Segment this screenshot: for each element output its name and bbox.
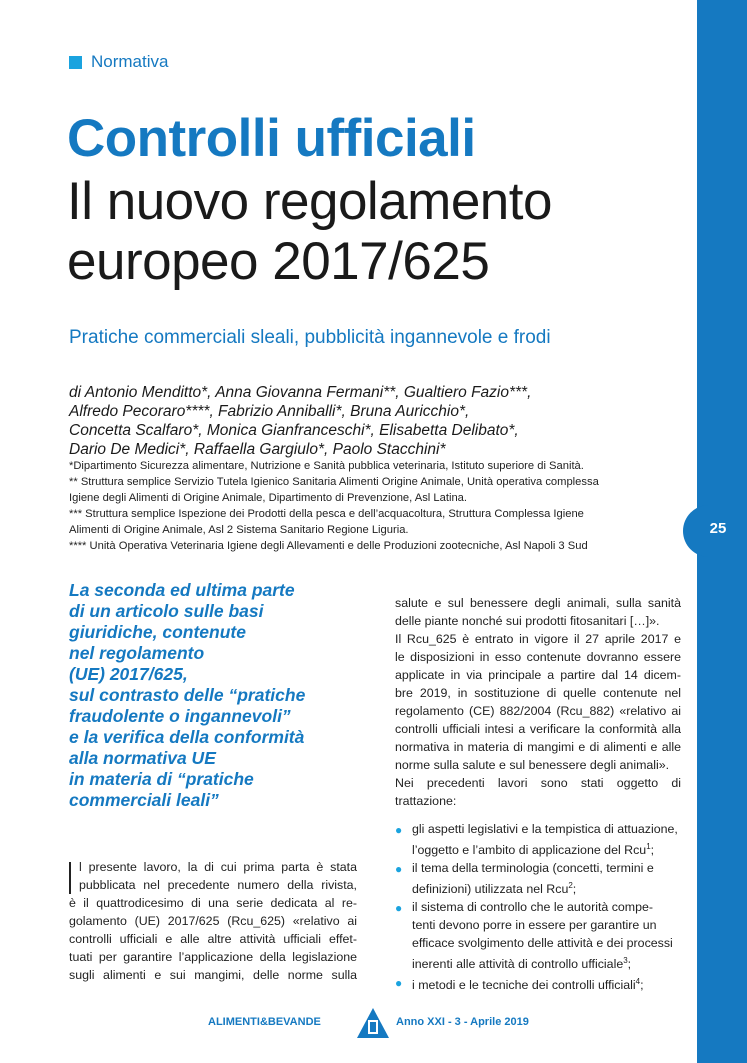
bullet-line: inerenti alle attività di controllo ufficiale <box>412 957 624 972</box>
body-line: delle piante nonché sui prodotti fitosanitari […]». <box>395 614 660 628</box>
lead-line: giuridiche, contenute <box>69 622 246 642</box>
bullet-end: ; <box>650 843 655 858</box>
bullet-line: tenti devono porre in essere per garantire un <box>412 918 657 933</box>
bullet-dot-icon: ● <box>395 862 403 877</box>
square-bullet-icon <box>69 56 82 69</box>
bullet-line: gli aspetti legislativi e la tempistica di attuazione, <box>412 822 678 836</box>
body-line: le disposizioni in esso contenute dovranno essere <box>395 650 681 664</box>
lead-line: di un articolo sulle basi <box>69 601 264 621</box>
body-line: salute e sul benessere degli animali, sulla sanità <box>395 596 681 610</box>
lead-paragraph <box>69 580 369 811</box>
section-tag <box>69 52 168 72</box>
footnote-ref: 2 <box>568 881 573 891</box>
list-item <box>395 973 681 994</box>
bullet-end: ; <box>640 978 644 993</box>
author-line: Dario De Medici*, Raffaella Gargiulo*, Paolo Stacchini* <box>69 441 446 458</box>
lead-line: La seconda ed ultima parte <box>69 580 295 600</box>
body-line: Nei precedenti lavori sono stati oggetto di <box>395 776 681 790</box>
body-line: sugli alimenti e sui mangimi, delle norme sulla <box>69 968 357 982</box>
article-title: Controlli ufficiali <box>67 109 476 168</box>
footnote-ref: 3 <box>623 956 628 966</box>
title-line: Il nuovo regolamento <box>67 172 552 231</box>
lead-line: nel regolamento <box>69 643 205 663</box>
body-line: l presente lavoro, la di cui prima parta è stata <box>79 860 357 874</box>
lead-line: in materia di “pratiche <box>69 769 254 789</box>
body-line: bre 2019, in sostituzione di quelle contenute nel <box>395 686 681 700</box>
body-line: è il quattrodicesimo di una serie dedicata al re- <box>69 896 357 910</box>
footer-brand: ALIMENTI&BEVANDE <box>208 1016 321 1028</box>
affiliation-line: *** Struttura semplice Ispezione dei Prodotti della pesca e dell’acquacoltura, Struttura Complessa Igiene <box>69 508 584 520</box>
footnote-ref: 1 <box>646 842 651 851</box>
bullet-dot-icon: ● <box>395 901 403 916</box>
body-column-left <box>69 858 357 984</box>
list-item <box>395 859 681 898</box>
affiliation-line: Igiene degli Alimenti di Origine Animale, Dipartimento di Prevenzione, Asl Latina. <box>69 492 467 504</box>
bullet-line: il sistema di controllo che le autorità compe- <box>412 900 654 915</box>
bullet-end: ; <box>627 957 632 972</box>
body-line: normativa in materia di mangimi e di alimenti e alle <box>395 740 681 754</box>
affiliation-line: *Dipartimento Sicurezza alimentare, Nutrizione e Sanità pubblica veterinaria, Istituto superiore di Sanità. <box>69 460 584 472</box>
body-line: controlli ufficiali intesi a verificare la conformità alla <box>395 722 681 736</box>
article-subtitle-title <box>67 172 552 292</box>
footnote-ref: 4 <box>635 977 641 987</box>
lead-line: alla normativa UE <box>69 748 216 768</box>
bullet-line: definizioni) utilizzata nel Rcu <box>412 882 569 897</box>
list-item <box>395 820 681 859</box>
bullet-dot-icon: ● <box>395 823 403 837</box>
body-line: tuati per garantire l’applicazione della legislazione <box>69 950 357 964</box>
affiliation-list <box>69 458 689 554</box>
author-line: Alfredo Pecoraro****, Fabrizio Anniballi*, Bruna Auricchio*, <box>69 403 470 420</box>
bullet-dot-icon: ● <box>395 976 403 991</box>
section-label: Normativa <box>91 52 169 71</box>
body-line: golamento (UE) 2017/625 (Rcu_625) «relativo ai <box>69 914 357 928</box>
lead-line: e la verifica della conformità <box>69 727 305 747</box>
body-line: controlli ufficiali e alle altre attività ufficiali effet- <box>69 932 357 946</box>
affiliation-line: ** Struttura semplice Servizio Tutela Igienico Sanitaria Alimenti Origine Animale, Unità operativa complessa <box>69 476 599 488</box>
magazine-logo-icon <box>357 1008 389 1038</box>
body-line: trattazione: <box>395 794 457 808</box>
body-column-right <box>395 594 681 810</box>
body-line: regolamento (CE) 882/2004 (Rcu_882) «relativo ai <box>395 704 681 718</box>
bullet-line: l’oggetto e l’ambito di applicazione del Rcu <box>412 843 647 858</box>
list-item <box>395 898 681 973</box>
body-line: applicate in via principale a partire dal 14 dicem- <box>395 668 681 682</box>
author-line: di Antonio Menditto*, Anna Giovanna Fermani**, Gualtiero Fazio***, <box>69 384 532 401</box>
bullet-end: ; <box>572 882 577 897</box>
bullet-line: il tema della terminologia (concetti, termini e <box>412 861 654 876</box>
footer-issue: Anno XXI - 3 - Aprile 2019 <box>396 1016 529 1028</box>
bullet-list <box>395 820 681 995</box>
body-line: pubblicata nel precedente numero della rivista, <box>79 878 357 892</box>
article-subtitle: Pratiche commerciali sleali, pubblicità ingannevole e frodi <box>69 327 551 348</box>
lead-line: sul contrasto delle “pratiche <box>69 685 306 705</box>
author-line: Concetta Scalfaro*, Monica Gianfranceschi*, Elisabetta Delibato*, <box>69 422 519 439</box>
bullet-line: i metodi e le tecniche dei controlli ufficiali <box>412 978 636 993</box>
lead-line: commerciali leali” <box>69 790 219 810</box>
title-line: europeo 2017/625 <box>67 232 490 291</box>
body-line: Il Rcu_625 è entrato in vigore il 27 aprile 2017 e <box>395 632 681 646</box>
lead-line: (UE) 2017/625, <box>69 664 188 684</box>
page-number: 25 <box>709 520 727 537</box>
affiliation-line: Alimenti di Origine Animale, Asl 2 Sistema Sanitario Regione Liguria. <box>69 524 409 536</box>
body-line: norme sulla salute e sul benessere degli animali». <box>395 758 670 772</box>
lead-line: fraudolente o ingannevoli” <box>69 706 291 726</box>
author-list <box>69 383 689 459</box>
page-footer <box>208 1008 608 1048</box>
bullet-line: efficace svolgimento delle attività e dei processi <box>412 936 673 951</box>
affiliation-line: **** Unità Operativa Veterinaria Igiene degli Allevamenti e delle Produzioni zootecniche, Asl Napoli 3 Sud <box>69 540 588 552</box>
